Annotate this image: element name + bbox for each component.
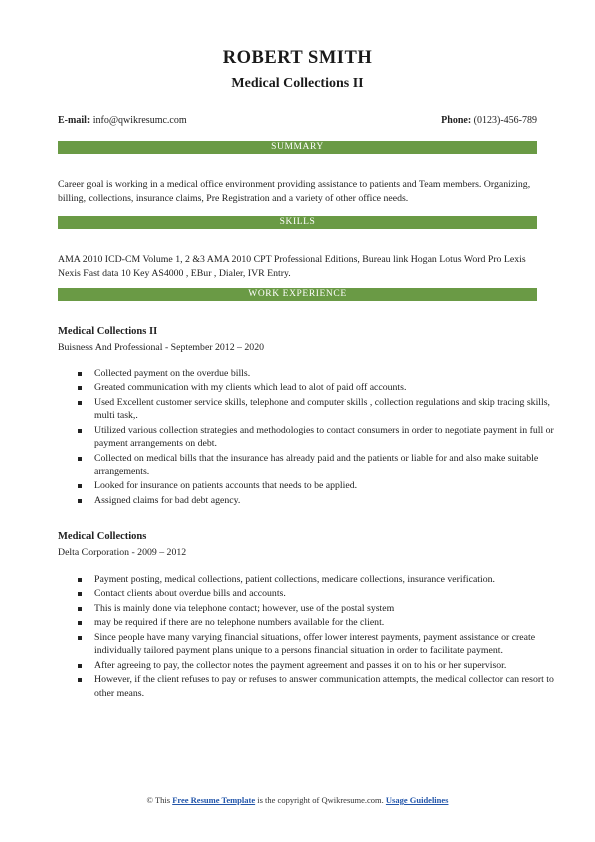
job-meta: Delta Corporation - 2009 – 2012 [58, 547, 187, 558]
list-item: However, if the client refuses to pay or refuses to answer communication attempts, the medical collector can resort to other means. [94, 673, 564, 700]
list-item: Payment posting, medical collections, patient collections, medicare collections, insurance verification. [94, 573, 564, 586]
skills-text: AMA 2010 ICD-CM Volume 1, 2 &3 AMA 2010 CPT Professional Editions, Bureau link Hogan Lotus Word Pro Lexis Nexis Fast data 10 Key AS4000 , EBur , Dialer, IVR Entry. [58, 254, 526, 279]
email-line [58, 115, 187, 126]
job-bullets [58, 367, 564, 508]
contact-row [58, 115, 537, 129]
list-item: Greated communication with my clients which lead to alot of paid off accounts. [94, 381, 564, 394]
job-bullets [58, 573, 564, 701]
skills-heading: SKILLS [58, 216, 537, 229]
free-resume-template-link[interactable]: Free Resume Template [172, 795, 256, 805]
job-meta: Buisness And Professional - September 2012 – 2020 [58, 342, 264, 353]
summary-heading: SUMMARY [58, 141, 537, 154]
list-item: Looked for insurance on patients accounts that needs to be applied. [94, 479, 564, 492]
usage-guidelines-link[interactable]: Usage Guidelines [385, 795, 449, 805]
list-item: Collected on medical bills that the insurance has already paid and the patients or liable for and also make suitable arrangements. [94, 452, 564, 479]
footer-prefix: © This [146, 795, 171, 805]
list-item: Contact clients about overdue bills and accounts. [94, 587, 564, 600]
candidate-name: ROBERT SMITH [222, 48, 373, 68]
footer-middle: is the copyright of Qwikresume.com. [257, 795, 384, 805]
summary-text: Career goal is working in a medical office environment providing assistance to patients and Team members. Organizing, billing, collections, insurance claims, Pre Registration and a variety of other office needs. [58, 179, 531, 204]
list-item: Utilized various collection strategies and methodologies to contact consumers in order to negotiate payment in full or payment arrangements on debt. [94, 424, 564, 451]
phone-label: Phone: [441, 115, 472, 126]
list-item: Since people have many varying financial situations, offer lower interest payments, payment assistance or create individually tailored payment plans unique to a persons financial situation in order to facilitate payment. [94, 631, 564, 658]
job-title: Medical Collections II [58, 326, 158, 337]
list-item: Assigned claims for bad debt agency. [94, 494, 564, 507]
footer [0, 795, 595, 805]
candidate-title: Medical Collections II [231, 76, 364, 91]
email-label: E-mail: [58, 115, 91, 126]
list-item: Used Excellent customer service skills, telephone and computer skills , collection regulations and skip tracing skills, multi task,. [94, 396, 564, 423]
work-experience-heading: WORK EXPERIENCE [58, 288, 537, 301]
phone-value: (0123)-456-789 [473, 115, 537, 126]
list-item: may be required if there are no telephone numbers available for the client. [94, 616, 564, 629]
list-item: After agreeing to pay, the collector notes the payment agreement and passes it on to his or her supervisor. [94, 659, 564, 672]
list-item: This is mainly done via telephone contact; however, use of the postal system [94, 602, 564, 615]
email-value[interactable]: info@qwikresumc.com [92, 115, 187, 126]
list-item: Collected payment on the overdue bills. [94, 367, 564, 380]
job-title: Medical Collections [58, 531, 147, 542]
phone-line [441, 115, 537, 126]
